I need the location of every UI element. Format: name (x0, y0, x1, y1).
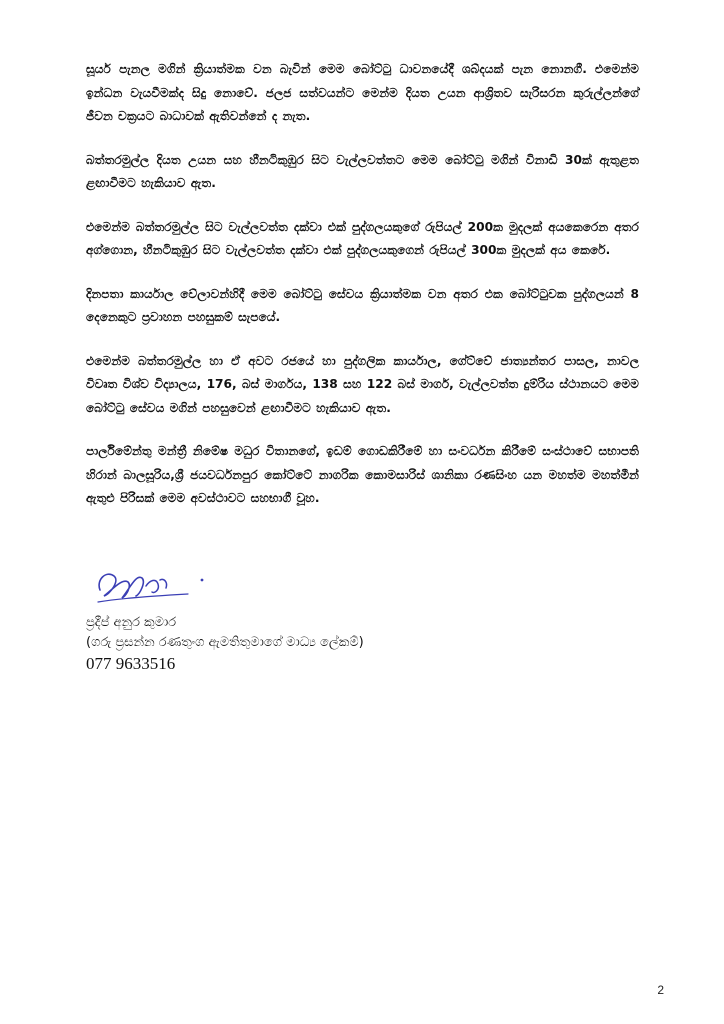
paragraph-5 (86, 350, 639, 421)
paragraph-3-text: එමෙන්ම බත්තරමුල්ල සිට වැල්ලවත්ත දක්වා එක් පුද්ගලයකුගේ රුපියල් 200ක මුදලක් අයකෙරෙන අතර අග්ගොන, හීනටිකුඹුර සිට වැල්ලවත්ත දක්වා එක් පුද්ගලයකුගෙන් රුපියල් 300ක මුදලක් අය කෙරේ. (86, 219, 639, 257)
signer-block (86, 613, 506, 675)
signature-stroke-1 (99, 574, 143, 598)
paragraph-4 (86, 283, 639, 330)
signature-underline (98, 594, 188, 602)
signature-stroke-2 (146, 579, 167, 592)
paragraph-5-text: එමෙන්ම බත්තරමුල්ල හා ඒ අවට රජයේ හා පුද්ගලික කාර්යාල, ගේට්වේ ජාත්‍යන්තර පාසල, නාවල විවෘත විශ්ව විද්‍යාලය, 176, බස් මාර්ගය, 138 සහ 122 බස් මාර්ග, වැල්ලවත්ත දුම්රිය ස්ථානයට මෙම බෝට්ටු සේවය මගින් පහසුවෙන් ළඟාවීමට හැකියාව ඇත. (86, 353, 639, 415)
signature-dot (201, 579, 204, 582)
paragraph-3 (86, 216, 639, 263)
paragraph-2 (86, 149, 639, 196)
body-text (86, 58, 639, 531)
paragraph-6-text: පාර්ලිමේන්තු මන්ත්‍රී නිමේෂ මධුර විතානගේ, ඉඩම් ගොඩකිරීමේ හා සංවර්ධන කිරීමේ සංස්ථාවේ සභාපති හිරාන් බාලසූරිය,ශ්‍රී ජයවර්ධනපුර කෝට්ටේ නාගරික කොමසාරිස් ශානිකා රණසිංහ යන මහත්ම මහත්මීන් ඇතුළු පිරිසක් මෙම අවස්ථාවට සහභාගී වූහ. (86, 444, 639, 505)
signer-name: ප්‍රදීප් අනුර කුමාර (86, 615, 177, 630)
handwritten-signature (92, 560, 212, 608)
paragraph-4-text: දිනපතා කාර්යාල වේලාවන්හිදී මෙම බෝට්ටු සේවය ක්‍රියාත්මක වන අතර එක බෝට්ටුවක පුද්ගලයන් 8 දෙනෙකුට ප්‍රවාහන පහසුකම් සැපයේ. (86, 286, 639, 324)
signer-phone: 077 9633516 (86, 654, 176, 673)
paragraph-1-text: සූර්ය පැනල මගින් ක්‍රියාත්මක වන බැවින් මෙම බෝට්ටු ධාවනයේදී ශබ්දයක් පැන නොනගී. එමෙන්ම ඉන්ධන වැයවීමක්ද සිදු නොවේ. ජලජ සත්වයන්ට මෙන්ම දියත උයන ආශ්‍රිතව සැරිසරන කුරුල්ලන්ගේ ජීවන චක්‍රයට බාධාවක් ඇතිවන්නේ ද නැත. (86, 62, 639, 123)
paragraph-2-text: බත්තරමුල්ල දියත උයන සහ හීනටිකුඹුර සිට වැල්ලවත්තට මෙම බෝට්ටු මගින් විනාඩි 30ක් ඇතුළත ළඟාවීමට හැකියාව ඇත. (86, 152, 639, 190)
paragraph-6 (86, 440, 639, 511)
paragraph-1 (86, 58, 639, 129)
page-number: 2 (657, 983, 664, 997)
signer-title: (ගරු ප්‍රසන්න රණතුංග ඇමතිතුමාගේ මාධ්‍ය ලේකම්) (86, 635, 364, 650)
